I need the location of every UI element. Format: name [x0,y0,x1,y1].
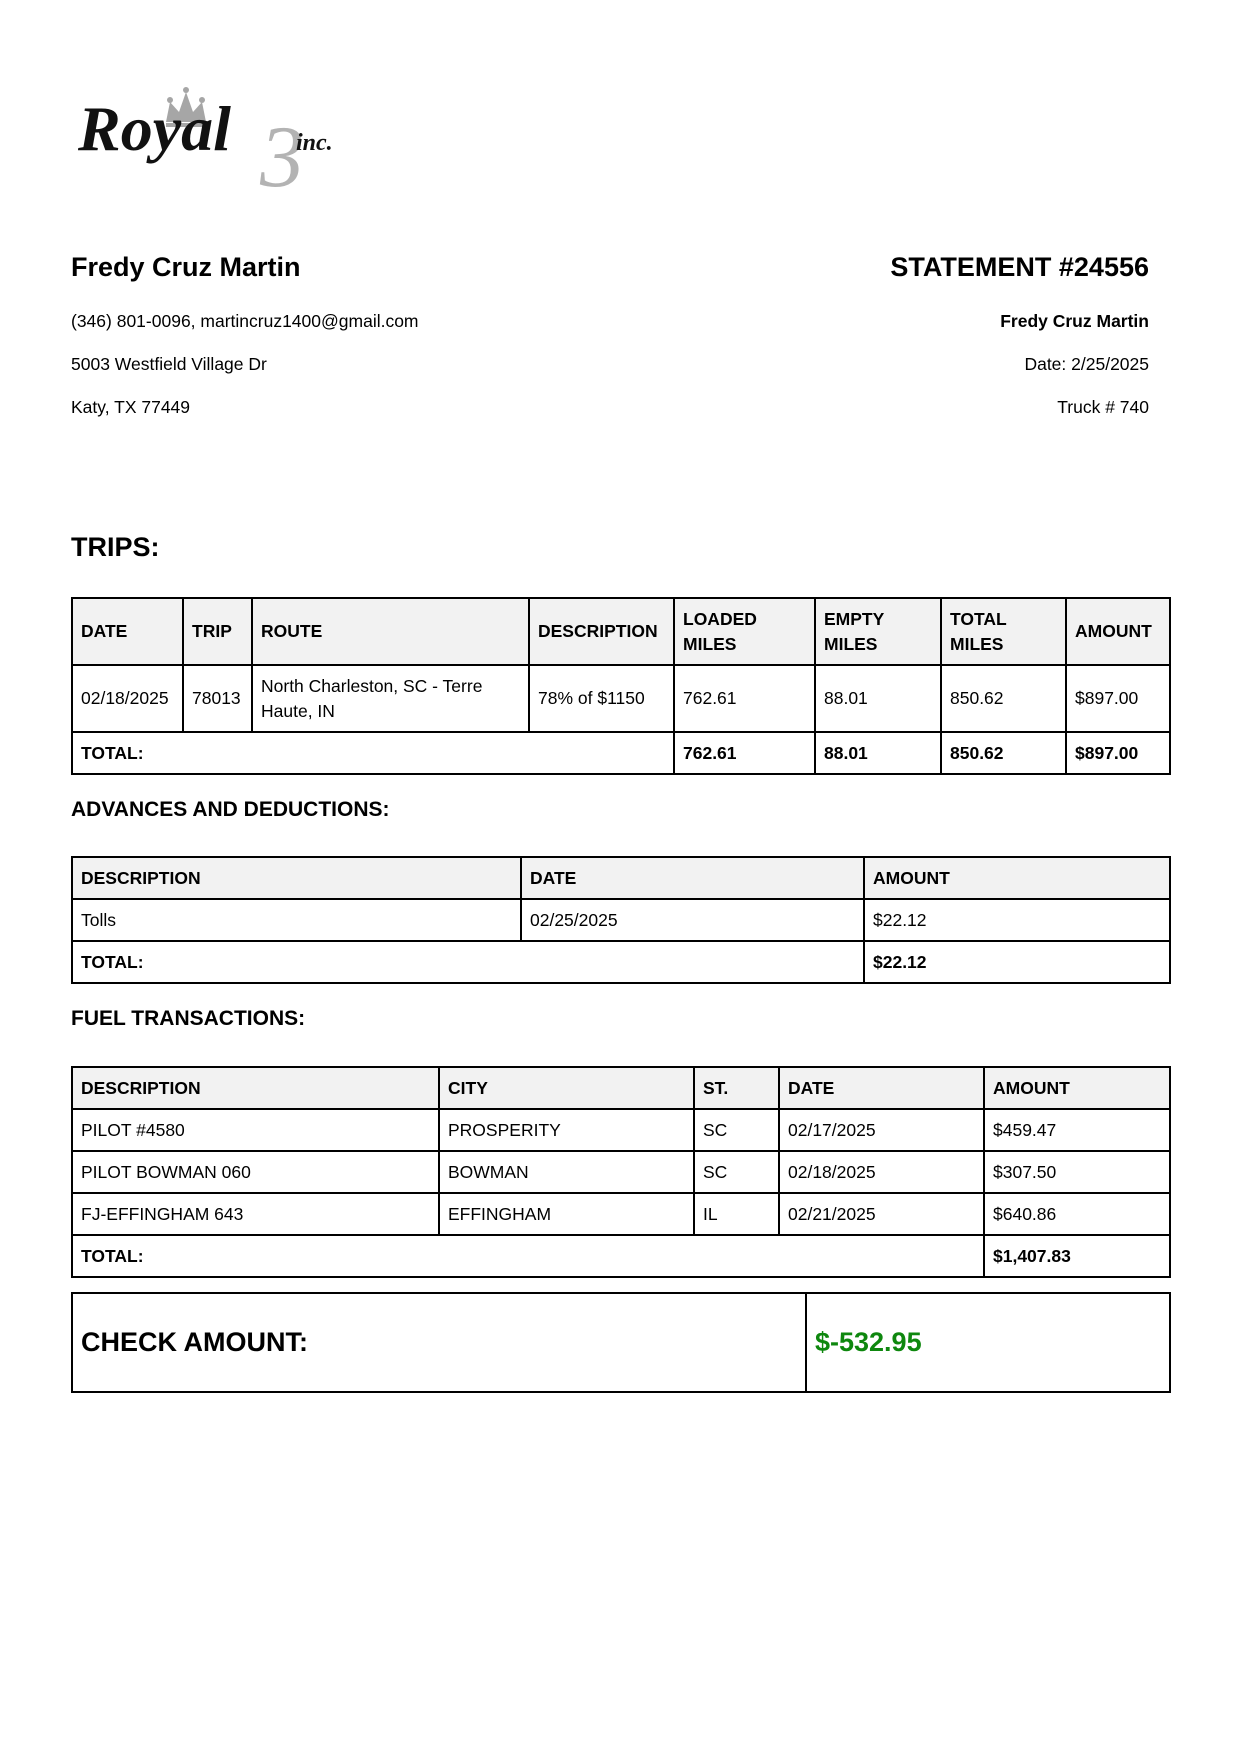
cell-amount: $897.00 [1066,665,1170,732]
total-amount: $22.12 [864,941,1170,983]
cell-route: North Charleston, SC - Terre Haute, IN [252,665,529,732]
col-header-amount: AMOUNT [984,1067,1170,1109]
table-row [72,899,1170,941]
logo-wordmark: Royal [78,93,231,164]
col-header-amount: AMOUNT [864,857,1170,899]
table-header-row [72,1067,1170,1109]
col-header-description: DESCRIPTION [72,1067,439,1109]
table-header-row [72,598,1170,665]
col-header-route: ROUTE [252,598,529,665]
total-amount: $1,407.83 [984,1235,1170,1277]
cell-date: 02/18/2025 [779,1151,984,1193]
col-header-amount: AMOUNT [1066,598,1170,665]
statement-truck: Truck # 740 [1057,397,1149,417]
cell-date: 02/25/2025 [521,899,864,941]
cell-empty-miles: 88.01 [815,665,941,732]
cell-description: PILOT BOWMAN 060 [72,1151,439,1193]
cell-date: 02/17/2025 [779,1109,984,1151]
total-row [72,732,1170,774]
total-row [72,1235,1170,1277]
logo-suffix: inc. [296,130,333,156]
total-label: TOTAL: [72,1235,984,1277]
driver-info [71,250,419,417]
cell-amount: $22.12 [864,899,1170,941]
statement-info [890,250,1149,417]
trips-table [71,597,1171,775]
col-header-state: ST. [694,1067,779,1109]
cell-description: 78% of $1150 [529,665,674,732]
cell-date: 02/18/2025 [72,665,183,732]
statement-name: Fredy Cruz Martin [1000,311,1149,331]
total-loaded-miles: 762.61 [674,732,815,774]
check-amount-row [72,1293,1170,1392]
cell-state: SC [694,1151,779,1193]
cell-city: BOWMAN [439,1151,694,1193]
cell-description: PILOT #4580 [72,1109,439,1151]
total-empty-miles: 88.01 [815,732,941,774]
table-header-row [72,857,1170,899]
fuel-table [71,1066,1171,1278]
cell-description: Tolls [72,899,521,941]
cell-date: 02/21/2025 [779,1193,984,1235]
driver-name: Fredy Cruz Martin [71,252,301,282]
cell-amount: $640.86 [984,1193,1170,1235]
check-amount-table [71,1292,1171,1393]
cell-trip: 78013 [183,665,252,732]
driver-address-line2: Katy, TX 77449 [71,397,191,417]
col-header-trip: TRIP [183,598,252,665]
total-label: TOTAL: [72,941,864,983]
cell-state: IL [694,1193,779,1235]
col-header-date: DATE [779,1067,984,1109]
total-miles: 850.62 [941,732,1066,774]
col-header-date: DATE [72,598,183,665]
cell-loaded-miles: 762.61 [674,665,815,732]
company-logo [78,78,388,190]
cell-description: FJ-EFFINGHAM 643 [72,1193,439,1235]
table-row [72,1193,1170,1235]
trips-heading: TRIPS: [71,532,160,562]
royal3-logo-graphic [78,78,388,190]
table-row [72,665,1170,732]
cell-amount: $307.50 [984,1151,1170,1193]
logo-mark: 3 [260,109,304,190]
col-header-description: DESCRIPTION [72,857,521,899]
cell-amount: $459.47 [984,1109,1170,1151]
fuel-heading: FUEL TRANSACTIONS: [71,1007,306,1030]
col-header-empty-miles: EMPTY MILES [815,598,941,665]
cell-state: SC [694,1109,779,1151]
statement-date: Date: 2/25/2025 [1024,354,1149,374]
driver-contact: (346) 801-0096, martincruz1400@gmail.com [71,311,419,331]
statement-title: STATEMENT #24556 [890,252,1149,282]
cell-city: PROSPERITY [439,1109,694,1151]
check-amount-label: CHECK AMOUNT: [72,1293,806,1392]
table-row [72,1151,1170,1193]
cell-total-miles: 850.62 [941,665,1066,732]
driver-address-line1: 5003 Westfield Village Dr [71,354,267,374]
total-amount: $897.00 [1066,732,1170,774]
table-row [72,1109,1170,1151]
check-amount-value: $-532.95 [806,1293,1170,1392]
col-header-description: DESCRIPTION [529,598,674,665]
advances-heading: ADVANCES AND DEDUCTIONS: [71,798,390,821]
col-header-city: CITY [439,1067,694,1109]
cell-city: EFFINGHAM [439,1193,694,1235]
col-header-total-miles: TOTAL MILES [941,598,1066,665]
total-row [72,941,1170,983]
total-label: TOTAL: [72,732,674,774]
col-header-date: DATE [521,857,864,899]
col-header-loaded-miles: LOADED MILES [674,598,815,665]
advances-table [71,856,1171,984]
